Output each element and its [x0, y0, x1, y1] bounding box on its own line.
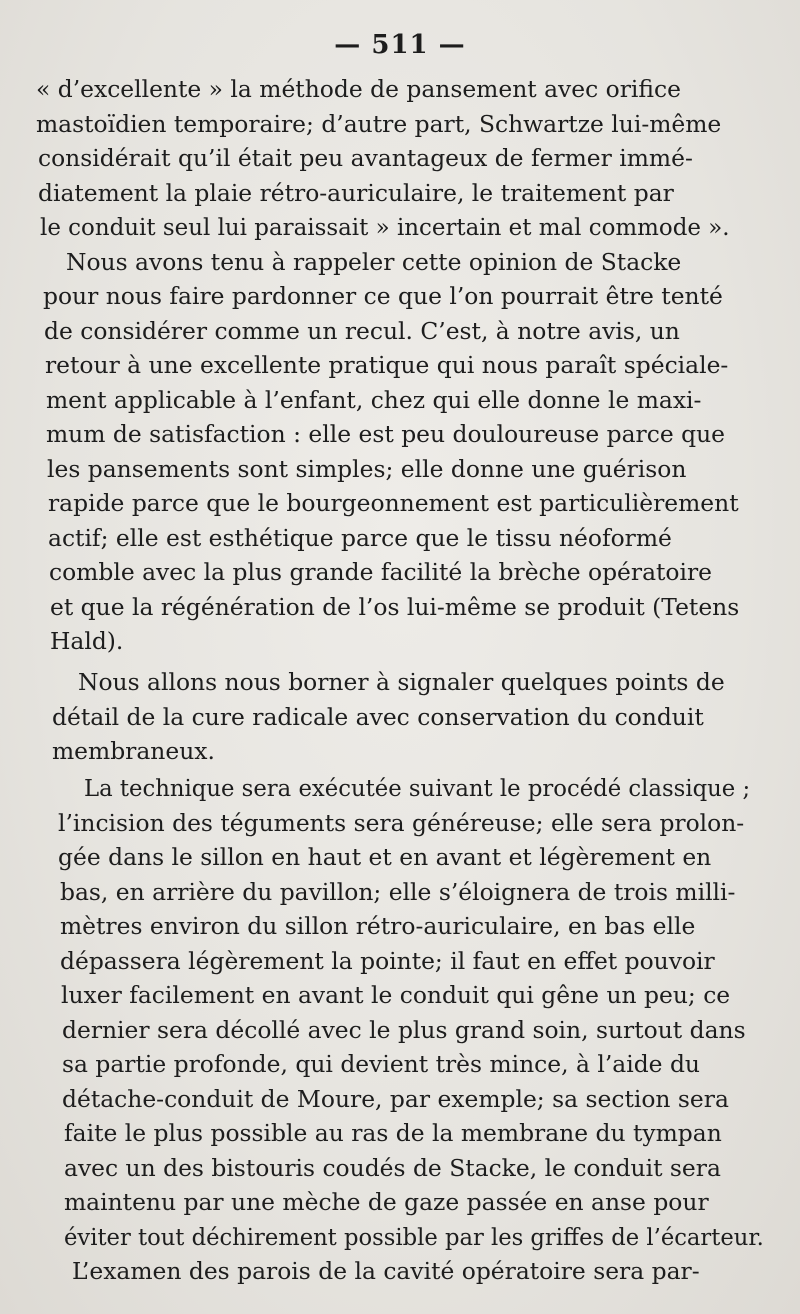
text-line: bas, en arrière du pavillon; elle s’éloignera de trois milli-	[60, 877, 736, 906]
text-line: détail de la cure radicale avec conservation du conduit	[52, 702, 704, 731]
text-line: mètres environ du sillon rétro-auriculaire, en bas elle	[60, 912, 696, 940]
text-line: actif; elle est esthétique parce que le tissu néoformé	[48, 523, 672, 552]
text-line: mastoïdien temporaire; d’autre part, Schwartze lui-même	[36, 109, 722, 138]
text-line: éviter tout déchirement possible par les griffes de l’écarteur.	[64, 1222, 764, 1251]
text-line: « d’excellente » la méthode de pansement avec orifice	[36, 75, 681, 103]
text-line: de considérer comme un recul. C’est, à notre avis, un	[44, 316, 680, 345]
text-line: membraneux.	[52, 737, 215, 765]
text-line: diatement la plaie rétro-auriculaire, le traitement par	[38, 178, 674, 207]
text-line: rapide parce que le bourgeonnement est particulièrement	[48, 489, 739, 517]
text-line: ment applicable à l’enfant, chez qui elle donne le maxi-	[46, 385, 702, 414]
text-line: luxer facilement en avant le conduit qui gêne un peu; ce	[61, 981, 731, 1009]
text-line: et que la régénération de l’os lui-même se produit (Tetens	[50, 592, 740, 621]
text-line: faite le plus possible au ras de la membrane du tympan	[64, 1119, 722, 1147]
text-line: maintenu par une mèche de gaze passée en anse pour	[64, 1188, 709, 1216]
text-line: Nous allons nous borner à signaler quelques points de	[78, 668, 725, 696]
text-line: mum de satisfaction : elle est peu douloureuse parce que	[46, 420, 725, 448]
text-line: Nous avons tenu à rappeler cette opinion de Stacke	[66, 247, 682, 276]
text-line: le conduit seul lui paraissait » incertain et mal commode ».	[40, 213, 730, 241]
text-line: comble avec la plus grande facilité la brèche opératoire	[49, 558, 713, 586]
text-line: les pansements sont simples; elle donne une guérison	[47, 454, 687, 483]
text-line: sa partie profonde, qui devient très mince, à l’aide du	[62, 1050, 700, 1078]
text-line: retour à une excellente pratique qui nous paraît spéciale-	[45, 351, 729, 379]
text-line: Hald).	[50, 627, 124, 655]
text-line: La technique sera exécutée suivant le procédé classique ;	[84, 774, 751, 802]
text-line: considérait qu’il était peu avantageux de fermer immé-	[38, 144, 693, 172]
text-line: dépassera légèrement la pointe; il faut en effet pouvoir	[60, 946, 715, 975]
text-line: dernier sera décollé avec le plus grand soin, surtout dans	[62, 1015, 746, 1044]
text-line: gée dans le sillon en haut et en avant et légèrement en	[58, 843, 712, 871]
text-line: pour nous faire pardonner ce que l’on pourrait être tenté	[43, 282, 723, 310]
text-line: l’incision des téguments sera généreuse; elle sera prolon-	[58, 808, 745, 837]
page-number: — 511 —	[334, 30, 466, 60]
text-line: avec un des bistouris coudés de Stacke, le conduit sera	[64, 1153, 721, 1182]
text-line: détache-conduit de Moure, par exemple; sa section sera	[62, 1084, 729, 1113]
text-line: L’examen des parois de la cavité opératoire sera par-	[72, 1257, 700, 1285]
